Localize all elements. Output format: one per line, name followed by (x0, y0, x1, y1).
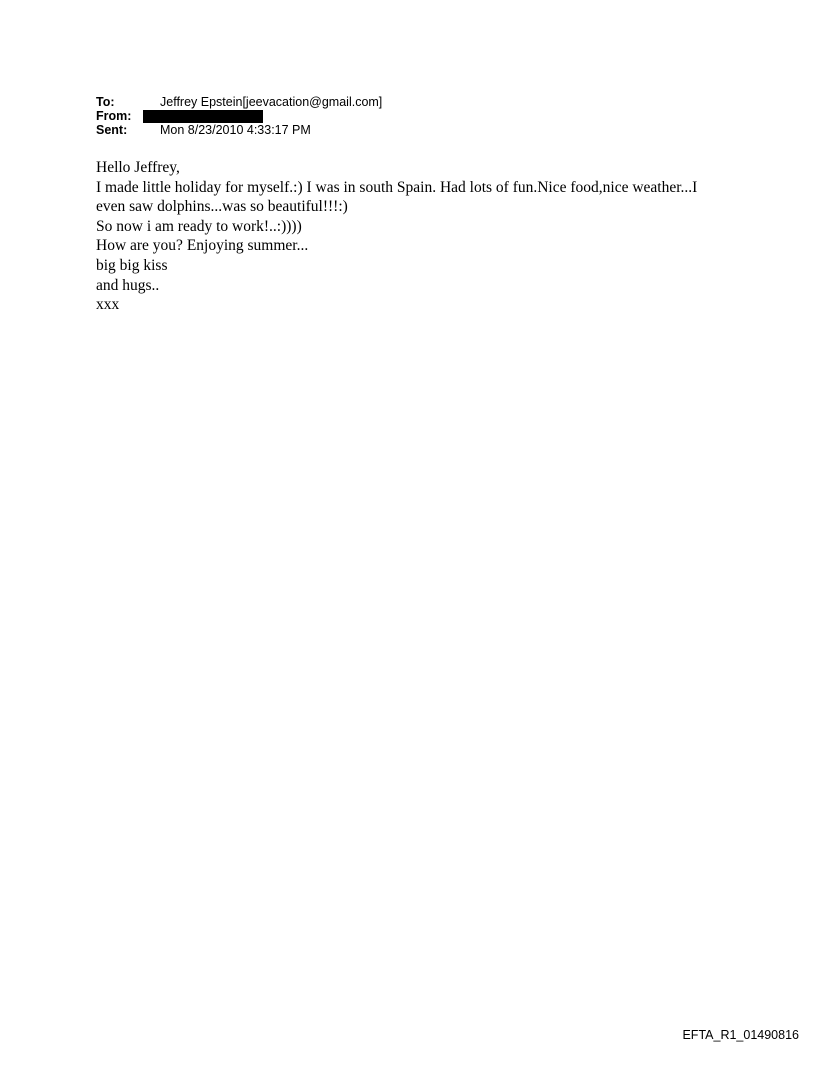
email-body (96, 158, 736, 315)
sent-label: Sent: (96, 123, 128, 137)
to-row (96, 95, 382, 109)
from-label: From: (96, 109, 132, 123)
body-line: xxx (96, 296, 120, 314)
redaction-block (143, 110, 263, 123)
to-label: To: (96, 95, 115, 109)
body-line: big big kiss (96, 256, 168, 274)
body-line: So now i am ready to work!..:)))) (96, 217, 302, 235)
body-line: I made little holiday for myself.:) I was in south Spain. Had lots of fun.Nice food,nice weather...I (96, 178, 698, 196)
sent-value: Mon 8/23/2010 4:33:17 PM (160, 123, 311, 137)
to-value: Jeffrey Epstein[jeevacation@gmail.com] (160, 95, 383, 109)
body-line: Hello Jeffrey, (96, 159, 180, 176)
from-row (96, 109, 382, 123)
document-id: EFTA_R1_01490816 (682, 1028, 799, 1042)
email-header (96, 95, 382, 137)
body-line: even saw dolphins...was so beautiful!!!:) (96, 198, 348, 216)
body-line: How are you? Enjoying summer... (96, 237, 309, 255)
body-line: and hugs.. (96, 276, 160, 294)
sent-row (96, 123, 382, 137)
